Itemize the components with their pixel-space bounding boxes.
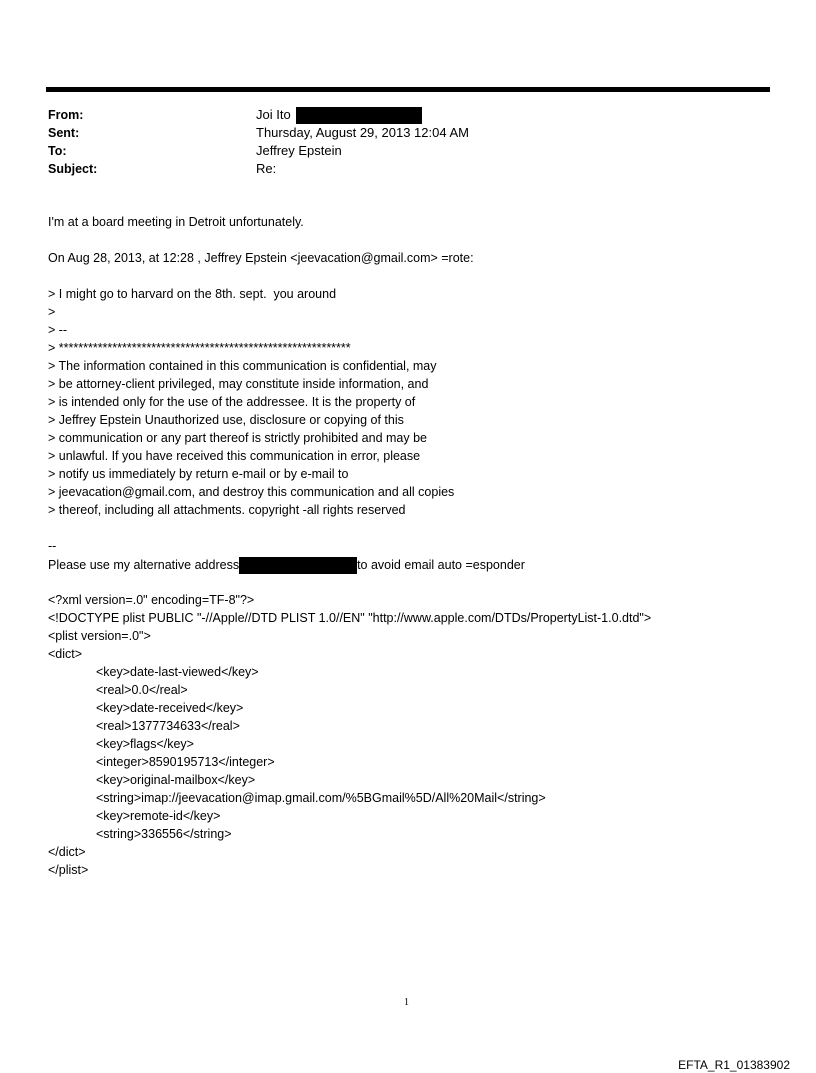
quoted-line: > I might go to harvard on the 8th. sept. you around [48,287,337,301]
plist-entry: <key>flags</key> [96,737,194,751]
quoted-line: > -- [48,323,68,337]
quoted-line: > jeevacation@gmail.com, and destroy this communication and all copies [48,485,455,499]
plist-entry: <string>336556</string> [96,827,232,841]
redaction-box [239,557,357,574]
plist-entry: <real>0.0</real> [96,683,188,697]
signature-dash: -- [48,539,57,553]
quoted-line: > ************************************************************ [48,341,351,355]
plist-line: <!DOCTYPE plist PUBLIC "-//Apple//DTD PLIST 1.0//EN" "http://www.apple.com/DTDs/PropertyList-1.0.dtd"> [48,611,652,625]
quoted-line: > is intended only for the use of the addressee. It is the property of [48,395,416,409]
page-number: 1 [404,997,409,1008]
to-value: Jeffrey Epstein [256,143,342,158]
to-label: To: [48,144,67,158]
signature-line [48,557,525,574]
from-name: Joi Ito [256,107,291,122]
plist-entry: <integer>8590195713</integer> [96,755,275,769]
signature-text-before: Please use my alternative address [48,557,240,572]
subject-label: Subject: [48,162,98,176]
plist-line: <plist version=.0"> [48,629,151,643]
quoted-line: > notify us immediately by return e-mail or by e-mail to [48,467,349,481]
plist-entry: <real>1377734633</real> [96,719,240,733]
from-value [256,107,422,124]
quoted-line: > Jeffrey Epstein Unauthorized use, disclosure or copying of this [48,413,404,427]
plist-line: <dict> [48,647,83,661]
plist-entry: <string>imap://jeevacation@imap.gmail.com/%5BGmail%5D/All%20Mail</string> [96,791,546,805]
body-line: On Aug 28, 2013, at 12:28 , Jeffrey Epstein <jeevacation@gmail.com> =rote: [48,251,474,265]
subject-value: Re: [256,161,277,176]
quoted-line: > be attorney-client privileged, may constitute inside information, and [48,377,429,391]
plist-entry: <key>date-received</key> [96,701,244,715]
plist-line: </dict> [48,845,86,859]
quoted-line: > unlawful. If you have received this communication in error, please [48,449,421,463]
redaction-box [296,107,422,124]
document-id: EFTA_R1_01383902 [678,1058,790,1072]
from-label: From: [48,108,84,122]
plist-line: </plist> [48,863,89,877]
body-line: I'm at a board meeting in Detroit unfortunately. [48,215,304,229]
quoted-line: > The information contained in this communication is confidential, may [48,359,437,373]
header-rule [46,87,770,92]
quoted-line: > communication or any part thereof is strictly prohibited and may be [48,431,428,445]
quoted-line: > [48,305,56,319]
plist-line: <?xml version=.0" encoding=TF-8"?> [48,593,255,607]
plist-entry: <key>date-last-viewed</key> [96,665,259,679]
sent-label: Sent: [48,126,80,140]
signature-text-after: to avoid email auto =esponder [357,557,525,572]
sent-value: Thursday, August 29, 2013 12:04 AM [256,125,469,140]
plist-entry: <key>original-mailbox</key> [96,773,256,787]
plist-entry: <key>remote-id</key> [96,809,221,823]
quoted-line: > thereof, including all attachments. copyright -all rights reserved [48,503,406,517]
